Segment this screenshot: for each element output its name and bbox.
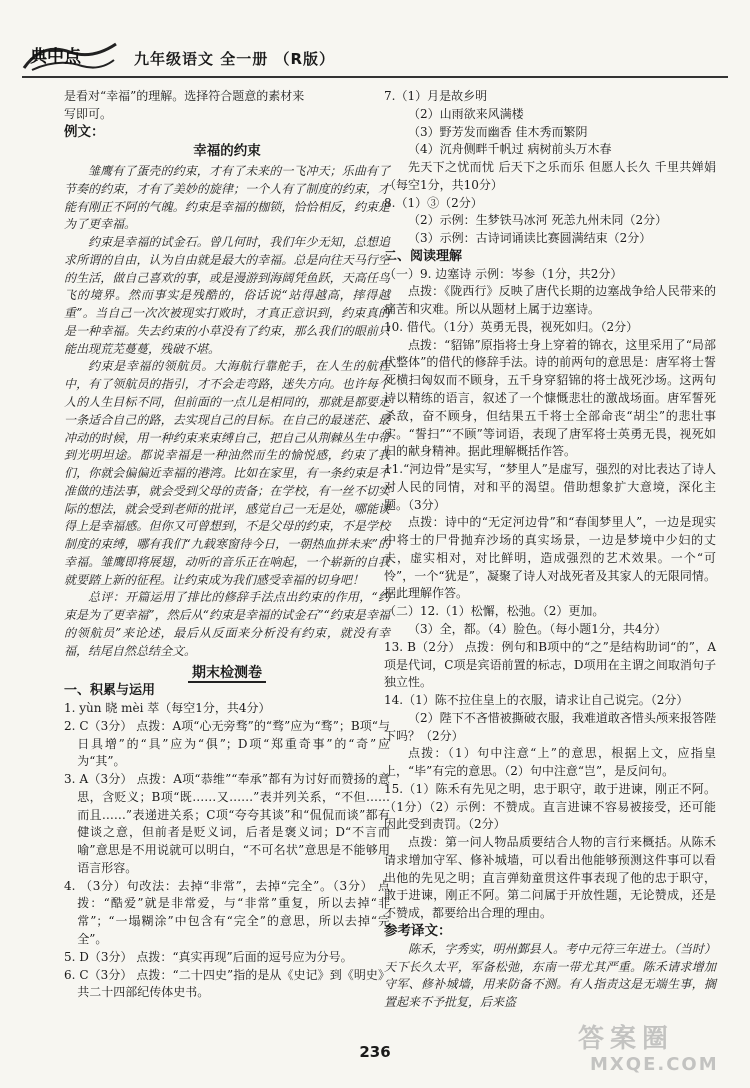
essay-title: 幸福的约束 bbox=[193, 143, 261, 160]
tip-paragraph: 点拨：“貂锦”原指将士身上穿着的锦衣，这里采用了“局部代整体”的借代的修辞手法。诗的前两句的意思是：唐军将士誓死横扫匈奴而不顾身，五千身穿貂锦的将士战死沙场。这两句诗以精练的语言，叙述了一个慷慨悲壮的激战场面。唐军誓死杀敌，奋不顾身，但结果五千将士全部命丧“胡尘”的悲壮事实。“誓扫”“不顾”等词语，表现了唐军将士英勇无畏，视死如归的献身精神。据此理解概括作答。 bbox=[384, 337, 716, 459]
answer-item: （二）12.（1）松懈，松弛。（2）更加。 bbox=[384, 604, 605, 619]
intro-line-2: 写即可。 bbox=[64, 106, 113, 121]
right-column bbox=[384, 88, 716, 1012]
answer-item: 6. C（3分） 点拨：“二十四史”指的是从《史记》到《明史》共二十四部纪传体史书。 bbox=[64, 967, 390, 1000]
book-title: 九年级语文 全一册 （R版） bbox=[134, 50, 335, 68]
essay-paragraph: 约束是幸福的领航员。大海航行靠舵手，在人生的航程中，有了领航员的指引，才不会走弯路，迷失方向。也许每个人的人生目标不同，但前面的一点儿是相同的，那就是都要走一条适合自己的路，去实现自己的目标。在自己的最迷茫、最冲动的时候，用一种约束来束缚自己，把自己从荆棘丛生中带到光明坦途。都说幸福是一种油然而生的愉悦感，约束了我们，你就会偏偏近幸福的港湾。比如在家里，有一条约束是不准做的违法事，就会受到父母的责备；在学校，有一丝不切实际的想法，就会受到老师的批评，感觉自己一无是处，哪能谈得上是幸福感。但你又可曾想到，不是父母的约束，不是学校制度的束缚，哪有我们“九载寒窗待今日，一朝热血拼未来”的幸福。雏鹰即将展翅，动听的音乐正在响起，一个崭新的自我就要踏上新的征程。让约束成为我们感受幸福的切身吧！ bbox=[64, 359, 390, 587]
essay-paragraph: 雏鹰有了蛋壳的约束，才有了未来的一飞冲天；乐曲有了节奏的约束，才有了美妙的旋律；一个人有了制度的约束，才能有刚正不阿的气魄。约束是幸福的枷锁，恰恰相反，约束是为了更幸福。 bbox=[64, 164, 390, 232]
answer-item: 1. yùn 晓 mèi 萃（每空1分，共4分） bbox=[64, 701, 271, 716]
tip-paragraph: 点拨：（1）句中注意“上”的意思，根据上文，应指皇上，“毕”有完的意思。（2）句中注意“岂”，是反问句。 bbox=[384, 746, 716, 779]
publisher-logo bbox=[22, 38, 118, 72]
header-rule bbox=[22, 76, 728, 78]
example-label: 例文： bbox=[64, 123, 105, 140]
answer-item: 3. A（3分） 点拨：A项“恭维”“奉承”都有为讨好而赞扬的意思，含贬义；B项“既……又……”表并列关系，“不但……而且……”表递进关系；C项“夸夸其谈”和“侃侃而谈”都有健谈之意，但前者是贬义词，后者是褒义词；D“不言而喻”意思是不用说就可以明白，“不可名状”意思是不能够用语言形容。 bbox=[64, 772, 390, 875]
answer-item: （3）示例：古诗词诵读比赛圆满结束（2分） bbox=[408, 231, 652, 246]
answer-item: （一）9. 边塞诗 示例：岑参（1分，共2分） bbox=[384, 266, 623, 281]
answer-item: 13. B（2分） 点拨：例句和B项中的“之”是结构助词“的”，A项是代词，C项是宾语前置的标志，D项用在主谓之间取消句子独立性。 bbox=[384, 639, 716, 690]
translation-paragraph: 陈禾，字秀实，明州鄞县人。考中元符三年进士。（当时）天下长久太平，军备松弛，东南一带尤其严重。陈禾请求增加守军、修补城墙，用来防备不测。有人指责这是无端生事，搁置起来不予批复，后来盗 bbox=[384, 941, 716, 1010]
tip-paragraph: 点拨：诗中的“无定河边骨”和“春闺梦里人”，一边是现实中将士的尸骨抛弃沙场的真实场景，一边是梦境中少妇的丈夫，虚实相对，对比鲜明，造成强烈的艺术效果。一个“可怜”，一个“犹是”，凝聚了诗人对战死者及其家人的无限同情。据此理解作答。 bbox=[384, 515, 716, 601]
answer-item: 15.（1）陈禾有先见之明，忠于职守，敢于进谏，刚正不阿。（1分）（2）示例：不赞成。直言进谏不容易被接受，还可能因此受到责罚。（2分） bbox=[384, 781, 716, 832]
svg-text:典中点: 典中点 bbox=[30, 47, 81, 67]
page-number: 236 bbox=[359, 1043, 391, 1061]
answer-item: 7.（1）月是故乡明 bbox=[384, 89, 488, 103]
answer-item: （3）野芳发而幽香 佳木秀而繁阴 bbox=[408, 124, 588, 139]
answer-item: （4）沉舟侧畔千帆过 病树前头万木春 bbox=[408, 142, 612, 157]
essay-summary: 总评：开篇运用了排比的修辞手法点出约束的作用，“约束是为了更幸福”，然后从“约束是幸福的试金石”“约束是幸福的领航员”来论述，最后从反面来分析没有约束，就没有幸福，结尾自然总结全文。 bbox=[64, 590, 390, 658]
page-header bbox=[22, 38, 728, 80]
answer-item: 2. C（3分） 点拨：A项“心无旁骛”的“骛”应为“骛”；B项“与日具增”的“具”应为“俱”；D项“郑重奇事”的“奇”应为“其”。 bbox=[64, 718, 390, 769]
section-heading: 一、积累与运用 bbox=[64, 683, 156, 699]
left-column bbox=[64, 88, 390, 1002]
answer-item: （2）示例：生梦铁马冰河 死恙九州未同（2分） bbox=[408, 213, 668, 228]
answer-item: 4. （3分）句改法：去掉“非常”，去掉“完全”。（3分） 点拨：“酷爱”就是非常爱，与“非常”重复，所以去掉“非常”；“一塌糊涂”中包含有“完全”的意思，所以去掉“完全”。 bbox=[64, 878, 390, 946]
answer-item: 5. D（3分） 点拨：“真实再现”后面的逗号应为分号。 bbox=[64, 949, 353, 964]
essay-paragraph: 约束是幸福的试金石。曾几何时，我们年少无知，总想追求所谓的自由，认为自由就是最大的幸福。总是向往天马行空的生活，做自己喜欢的事，或是漫游到海阔凭鱼跃，天高任鸟飞的境界。然而事实是残酷的，俗话说“站得越高，摔得越重”。当自己一次次被现实打败时，才真正意识到，约束真的是一种幸福。失去约束的小草没有了约束，那么我们的眼前只能出现荒芜蔓蔓，残破不堪。 bbox=[64, 235, 390, 356]
answer-item: （2）山雨欲来风满楼 bbox=[408, 106, 524, 121]
section-heading: 二、阅读理解 bbox=[384, 248, 463, 264]
answer-item: 11.“河边骨”是实写，“梦里人”是虚写，强烈的对比表达了诗人对人民的同情，对和平的渴望。借助想象扩大意境，深化主题。（3分） bbox=[384, 462, 716, 512]
watermark bbox=[570, 1018, 740, 1082]
translation-label: 参考译文： bbox=[384, 922, 452, 939]
watermark-line-1: 答案圈 bbox=[578, 1024, 675, 1054]
exam-title-text: 期末检测卷 bbox=[188, 665, 266, 683]
answer-item: （3）全，都。（4）脸色。（每小题1分，共4分） bbox=[408, 621, 667, 636]
watermark-line-2: MXQE.COM bbox=[590, 1054, 719, 1075]
exam-title bbox=[64, 665, 390, 683]
answer-item: 8.（1）③（2分） bbox=[384, 195, 483, 210]
intro-line-1: 是看对“幸福”的理解。选择符合题意的素材来 bbox=[64, 89, 305, 103]
answer-item: 10. 借代。（1分）英勇无畏，视死如归。（2分） bbox=[384, 319, 639, 334]
answer-item: 先天下之忧而忧 后天下之乐而乐 但愿人长久 千里共婵娟（每空1分，共10分） bbox=[384, 160, 716, 192]
answer-item: （2）陛下不吝惜被撕破衣服，我难道敢吝惜头颅来报答陛下吗？（2分） bbox=[384, 710, 716, 743]
tip-paragraph: 点拨：第一问人物品质要结合人物的言行来概括。从陈禾请求增加守军、修补城墙，可以看出他能够预测这件事可以看出他的先见之明；直言弹劾童贯这件事表现了他的忠于职守，敢于进谏，刚正不阿。第二问属于开放性题，无论赞成，还是不赞成，都要给出合理的理由。 bbox=[384, 835, 716, 921]
answer-item: 14.（1）陈不拉住皇上的衣服，请求让自己说完。（2分） bbox=[384, 693, 689, 708]
tip-paragraph: 点拨：《陇西行》反映了唐代长期的边塞战争给人民带来的痛苦和灾难。所以从题材上属于边塞诗。 bbox=[384, 284, 716, 317]
